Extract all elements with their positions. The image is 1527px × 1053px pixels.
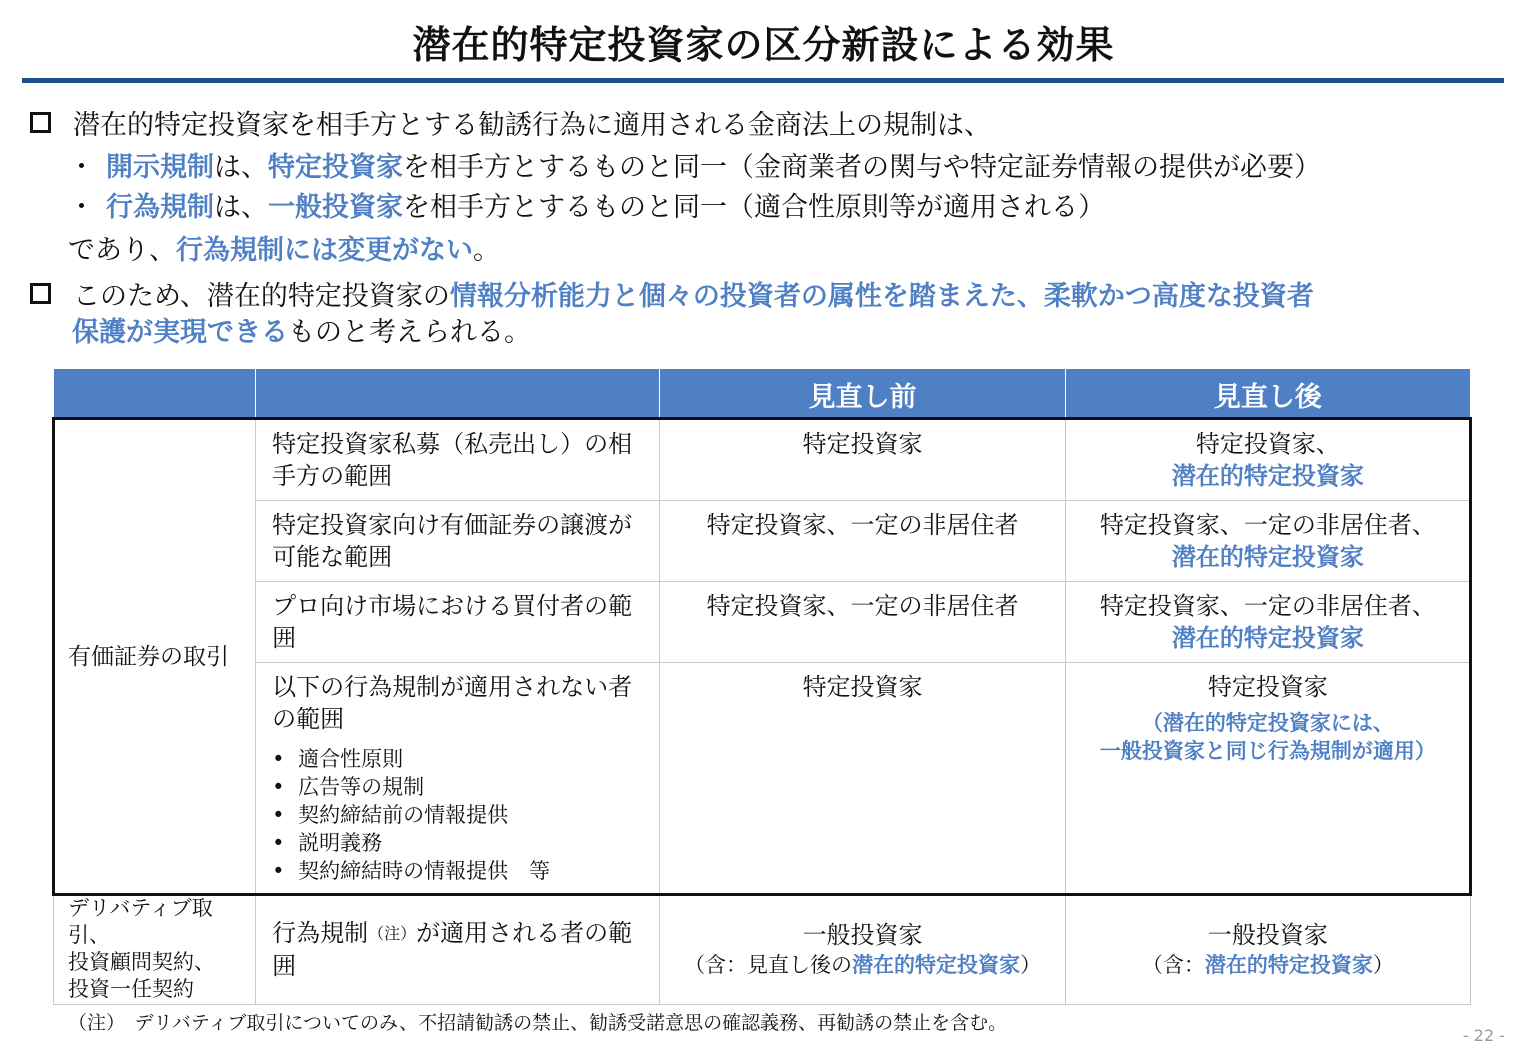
comparison-table bbox=[53, 368, 1471, 1005]
title-divider bbox=[22, 78, 1504, 83]
before-cell: 特定投資家 bbox=[660, 420, 1065, 501]
text: 。 bbox=[473, 235, 500, 266]
after-highlight: 潜在的特定投資家 bbox=[1171, 624, 1364, 652]
list-item: • 説明義務 bbox=[272, 829, 649, 857]
after-text: 特定投資家、 bbox=[1195, 430, 1340, 458]
conduct-rules-list bbox=[272, 745, 649, 885]
bullet-1-sub-1: ・ 開示規制は、特定投資家を相手方とするものと同一（金商業者の関与や特定証券情報の提供が必要） bbox=[68, 152, 1321, 183]
highlight: 特定投資家 bbox=[268, 152, 403, 183]
text: であり、 bbox=[68, 235, 176, 266]
before-cell: 特定投資家、一定の非居住者 bbox=[660, 582, 1065, 663]
category-derivatives bbox=[54, 894, 256, 1005]
text: ものと考えられる。 bbox=[288, 317, 531, 348]
text: は、 bbox=[214, 192, 268, 223]
list-item: • 広告等の規制 bbox=[272, 773, 649, 801]
highlight: 行為規制には変更がない bbox=[176, 235, 473, 266]
before-note bbox=[661, 951, 1063, 979]
highlight: 行為規制 bbox=[106, 192, 214, 223]
text: このため、潜在的特定投資家の bbox=[73, 281, 450, 312]
highlight: 情報分析能力と個々の投資者の属性を踏まえた、柔軟かつ高度な投資者 bbox=[449, 281, 1314, 312]
after-highlight: 潜在的特定投資家 bbox=[1171, 543, 1364, 571]
highlight: 潜在的特定投資家 bbox=[852, 952, 1021, 977]
after-highlight: 潜在的特定投資家 bbox=[1171, 462, 1364, 490]
bullet-1 bbox=[30, 108, 991, 144]
list-item: • 契約締結前の情報提供 bbox=[272, 801, 649, 829]
square-bullet-icon bbox=[30, 112, 51, 133]
item-cell bbox=[256, 663, 660, 894]
list-item: • 契約締結時の情報提供 等 bbox=[272, 857, 649, 885]
text: 行為規制 bbox=[272, 918, 369, 947]
table-row bbox=[54, 420, 1471, 501]
after-text: 特定投資家 bbox=[1207, 673, 1328, 701]
page-number: - 22 - bbox=[1462, 1026, 1505, 1045]
table-row bbox=[54, 894, 1471, 1005]
category-line: 投資一任契約 bbox=[68, 977, 194, 1001]
after-note: 一般投資家と同じ行為規制が適用） bbox=[1099, 739, 1436, 763]
text: を相手方とするものと同一（適合性原則等が適用される） bbox=[403, 192, 1105, 223]
before-cell: 特定投資家 bbox=[660, 663, 1065, 894]
text: （含：見直し後の bbox=[684, 952, 853, 977]
footnote: （注） デリバティブ取引についてのみ、不招請勧誘の禁止、勧誘受諾意思の確認義務、再勧誘の禁止を含む。 bbox=[68, 1012, 1008, 1034]
highlight: 保護が実現できる bbox=[72, 317, 288, 348]
before-cell: 特定投資家、一定の非居住者 bbox=[660, 501, 1065, 582]
item-cell: プロ向け市場における買付者の範囲 bbox=[256, 582, 660, 663]
bullet-1-text: 潜在的特定投資家を相手方とする勧誘行為に適用される金商法上の規制は、 bbox=[73, 110, 991, 141]
text: が適用される者の範囲 bbox=[272, 918, 633, 980]
highlight: 潜在的特定投資家 bbox=[1204, 952, 1373, 977]
item-text: 以下の行為規制が適用されない者の範囲 bbox=[272, 673, 633, 733]
after-cell bbox=[1065, 582, 1470, 663]
after-text: 一般投資家 bbox=[1207, 920, 1328, 949]
before-cell bbox=[660, 894, 1065, 1005]
table-row bbox=[54, 663, 1471, 894]
before-text: 一般投資家 bbox=[802, 920, 923, 949]
item-cell: 特定投資家私募（私売出し）の相手方の範囲 bbox=[256, 420, 660, 501]
after-text: 特定投資家、一定の非居住者、 bbox=[1099, 511, 1436, 539]
item-cell bbox=[256, 894, 660, 1005]
category-securities: 有価証券の取引 bbox=[54, 420, 256, 894]
highlight: 開示規制 bbox=[106, 152, 214, 183]
after-text: 特定投資家、一定の非居住者、 bbox=[1099, 592, 1436, 620]
note-marker: （注） bbox=[368, 923, 417, 943]
text: を相手方とするものと同一（金商業者の関与や特定証券情報の提供が必要） bbox=[403, 152, 1321, 183]
after-cell bbox=[1065, 420, 1470, 501]
bullet-1-closing bbox=[68, 233, 500, 269]
page-title: 潜在的特定投資家の区分新設による効果 bbox=[412, 23, 1115, 67]
bullet-1-sub-2: ・ 行為規制は、一般投資家を相手方とするものと同一（適合性原則等が適用される） bbox=[68, 192, 1105, 223]
bullet-2-line-2 bbox=[72, 315, 531, 351]
list-item: • 適合性原則 bbox=[272, 745, 649, 773]
header-cell bbox=[54, 369, 256, 420]
table-row bbox=[54, 582, 1471, 663]
header-cell bbox=[256, 369, 660, 420]
bullet-2 bbox=[30, 279, 1314, 315]
after-cell bbox=[1065, 663, 1470, 894]
category-line: 投資顧問契約、 bbox=[68, 950, 215, 974]
after-cell bbox=[1065, 894, 1470, 1005]
category-line: デリバティブ取引、 bbox=[68, 896, 213, 947]
table-header-row bbox=[54, 369, 1471, 420]
table-row bbox=[54, 501, 1471, 582]
text: ） bbox=[1020, 952, 1042, 977]
square-bullet-icon bbox=[30, 283, 51, 304]
header-before: 見直し前 bbox=[660, 369, 1065, 420]
after-cell bbox=[1065, 501, 1470, 582]
item-cell: 特定投資家向け有価証券の譲渡が可能な範囲 bbox=[256, 501, 660, 582]
highlight: 一般投資家 bbox=[268, 192, 403, 223]
after-note: （潜在的特定投資家には、 bbox=[1141, 711, 1394, 735]
after-note bbox=[1067, 951, 1469, 979]
header-after: 見直し後 bbox=[1065, 369, 1470, 420]
text: （含： bbox=[1141, 952, 1205, 977]
text: は、 bbox=[214, 152, 268, 183]
text: ） bbox=[1372, 952, 1394, 977]
